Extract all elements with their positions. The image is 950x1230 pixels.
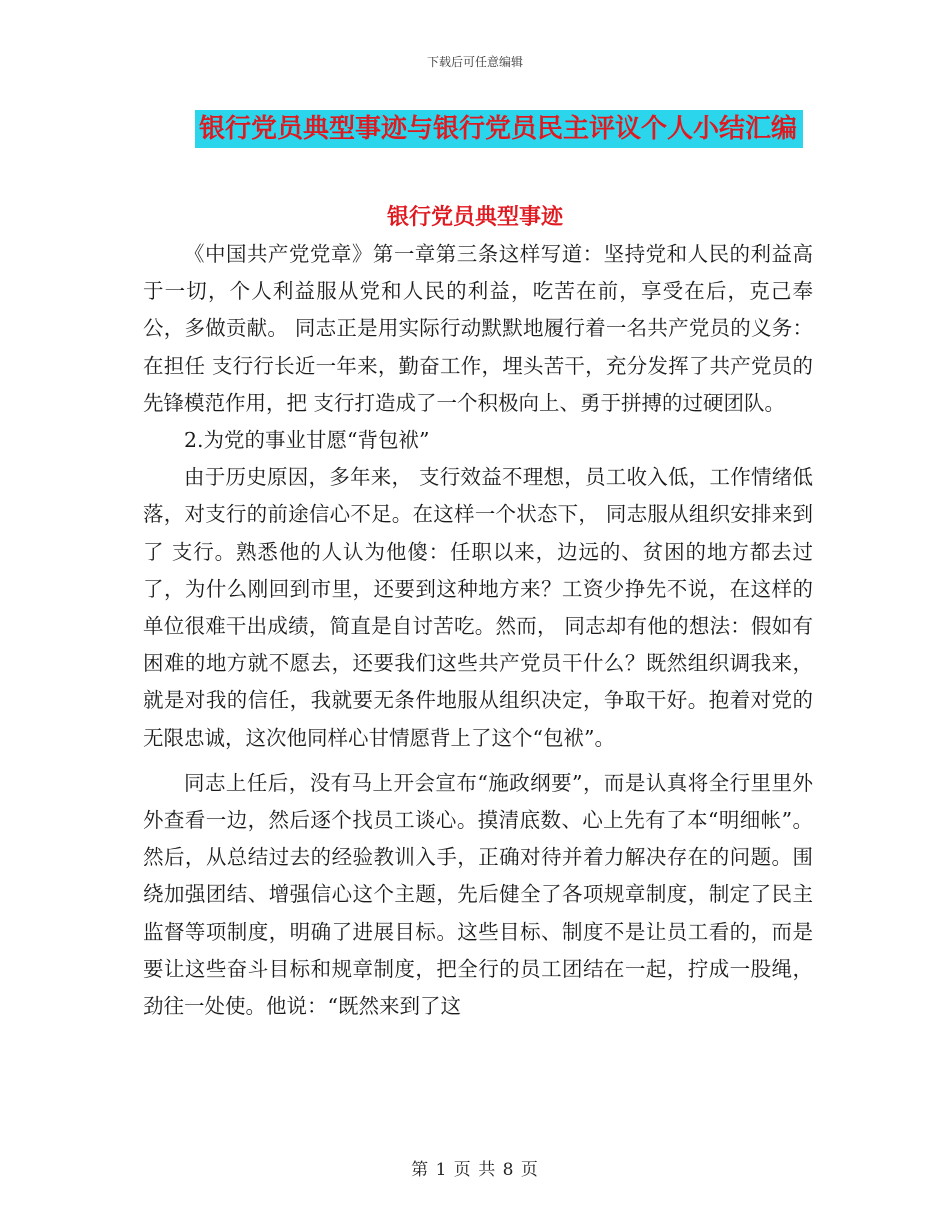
- page-footer: 第 1 页 共 8 页: [411, 1160, 539, 1180]
- body-text: [143, 236, 813, 1025]
- subheading-2: 2.为党的事业甘愿“背包袱”: [184, 428, 430, 453]
- section-title: 银行党员典型事迹: [386, 204, 563, 230]
- paragraph-2: 由于历史原因，多年来， 支行效益不理想，员工收入低，工作情绪低落，对支行的前途信心不足。在这样一个状态下， 同志服从组织安排来到了 支行。熟悉他的人认为他傻：任职以来，边远的、贫困的地方都去过了，为什么刚回到市里，还要到这种地方来？工资少挣先不说，在这样的单位很难干出成绩，简直是自讨苦吃。然而， 同志却有他的想法：假如有困难的地方就不愿去，还要我们这些共产党员干什么？既然组织调我来，就是对我的信任，我就要无条件地服从组织决定，争取干好。抱着对党的无限忠诚，这次他同样心甘情愿背上了这个“包袱”。: [143, 465, 813, 750]
- document-title: 银行党员典型事迹与银行党员民主评议个人小结汇编: [195, 110, 803, 148]
- paragraph-1: 《中国共产党党章》第一章第三条这样写道：坚持党和人民的利益高于一切，个人利益服从党和人民的利益，吃苦在前，享受在后，克己奉公，多做贡献。 同志正是用实际行动默默地履行着一名共产党员的义务：在担任 支行行长近一年来，勤奋工作，埋头苦干，充分发挥了共产党员的先锋模范作用，把 支行打造成了一个积极向上、勇于拼搏的过硬团队。: [143, 242, 813, 415]
- paragraph-3: 同志上任后，没有马上开会宣布“施政纲要”，而是认真将全行里里外外查看一边，然后逐个找员工谈心。摸清底数、心上先有了本“明细帐”。然后，从总结过去的经验教训入手，正确对待并着力解决存在的问题。围绕加强团结、增强信心这个主题，先后健全了各项规章制度，制定了民主监督等项制度，明确了进展目标。这些目标、制度不是让员工看的，而是要让这些奋斗目标和规章制度，把全行的员工团结在一起，拧成一股绳，劲往一处使。他说：“既然来到了这: [143, 770, 813, 1019]
- header-note: 下载后可任意编辑: [426, 55, 523, 69]
